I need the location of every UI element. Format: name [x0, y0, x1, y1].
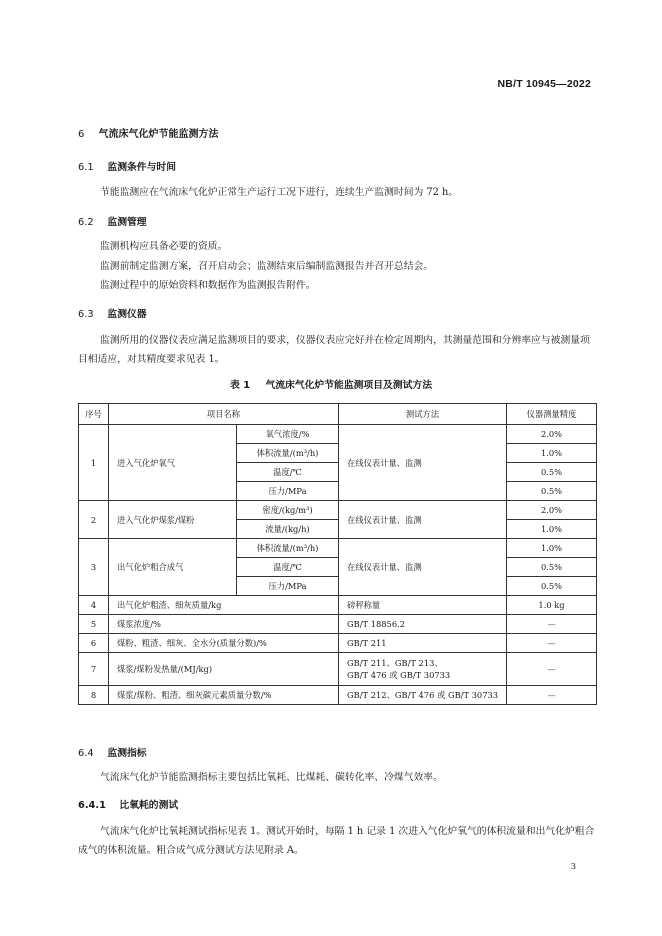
table-row — [79, 634, 597, 653]
row-param: 压力/MPa — [237, 482, 339, 501]
row-precision: — — [507, 686, 597, 705]
row-param: 温度/℃ — [237, 558, 339, 577]
section-title: 气流床气化炉节能监测方法 — [98, 129, 219, 140]
paragraph-6-3: 监测所用的仪器仪表应满足监测项目的要求，仪器仪表应完好并在检定周期内，其测量范围和分辨率应与被测量项目相适应，对其精度要求见表 1。 — [78, 335, 590, 365]
row-param: 密度/(kg/m³) — [237, 501, 339, 520]
row-method: GB/T 18856.2 — [339, 615, 507, 634]
row-precision: — — [507, 653, 597, 686]
row-param: 氧气浓度/% — [237, 425, 339, 444]
header-method: 测试方法 — [339, 404, 507, 425]
section-6-2-heading — [78, 214, 147, 228]
paragraph-6-2-2: 监测前制定监测方案，召开启动会；监测结束后编制监测报告并召开总结会。 — [100, 261, 434, 272]
paragraph-6-2-1: 监测机构应具备必要的资质。 — [100, 241, 228, 252]
row-precision: — — [507, 615, 597, 634]
row-method: 在线仪表计量、监测 — [339, 539, 507, 596]
header-precision: 仪器测量精度 — [507, 404, 597, 425]
row-method: GB/T 212、GB/T 476 或 GB/T 30733 — [339, 686, 507, 705]
section-number: 6.3 — [78, 309, 94, 320]
section-6-heading — [78, 125, 218, 140]
header-seq: 序号 — [79, 404, 109, 425]
row-param: 体积流量/(m³/h) — [237, 444, 339, 463]
section-6-4-heading — [78, 745, 147, 759]
row-item-name: 进入气化炉氧气 — [109, 425, 237, 501]
row-seq: 1 — [79, 425, 109, 501]
row-precision: 0.5% — [507, 577, 597, 596]
table-row — [79, 653, 597, 686]
section-6-3-heading — [78, 306, 147, 320]
table-row — [79, 686, 597, 705]
row-method — [339, 653, 507, 686]
row-seq: 3 — [79, 539, 109, 596]
row-item-name: 煤浆/煤粉、粗渣、细灰碳元素质量分数/% — [109, 686, 339, 705]
paragraph-6-2-3: 监测过程中的原始资料和数据作为监测报告附件。 — [100, 280, 316, 291]
row-precision: 1.0% — [507, 520, 597, 539]
table-row — [79, 596, 597, 615]
row-precision: 0.5% — [507, 482, 597, 501]
table-header-row — [79, 404, 597, 425]
section-number: 6 — [78, 129, 85, 140]
page-number: 3 — [570, 862, 576, 872]
row-seq: 5 — [79, 615, 109, 634]
section-title: 监测管理 — [107, 217, 147, 228]
row-item-name: 煤粉、粗渣、细灰、全水分(质量分数)/% — [109, 634, 339, 653]
section-title: 监测仪器 — [107, 309, 147, 320]
row-precision: 0.5% — [507, 463, 597, 482]
row-item-name: 进入气化炉煤浆/煤粉 — [109, 501, 237, 539]
row-method: 在线仪表计量、监测 — [339, 501, 507, 539]
row-precision: — — [507, 634, 597, 653]
standard-number: NB/T 10945—2022 — [497, 78, 591, 90]
table-number: 表 1 — [230, 380, 251, 391]
paragraph-6-4: 气流床气化炉节能监测指标主要包括比氧耗、比煤耗、碳转化率、冷煤气效率。 — [100, 772, 443, 783]
row-method: 磅秤称量 — [339, 596, 507, 615]
table-1-caption — [0, 377, 662, 391]
row-precision: 1.0 kg — [507, 596, 597, 615]
row-item-name: 煤浆/煤粉发热量/(MJ/kg) — [109, 653, 339, 686]
section-title: 监测指标 — [107, 748, 147, 759]
row-seq: 6 — [79, 634, 109, 653]
section-6-4-1-heading — [78, 797, 178, 811]
section-number: 6.4.1 — [78, 800, 106, 811]
row-precision: 2.0% — [507, 425, 597, 444]
row-method: 在线仪表计量、监测 — [339, 425, 507, 501]
section-title: 比氧耗的测试 — [119, 800, 179, 811]
row-seq: 8 — [79, 686, 109, 705]
row-seq: 2 — [79, 501, 109, 539]
paragraph-6-1: 节能监测应在气流床气化炉正常生产运行工况下进行，连续生产监测时间为 72 h。 — [100, 187, 459, 198]
row-seq: 7 — [79, 653, 109, 686]
row-seq: 4 — [79, 596, 109, 615]
row-param: 体积流量/(m³/h) — [237, 539, 339, 558]
method-line-1: GB/T 211、GB/T 213、 — [347, 658, 443, 668]
row-item-name: 出气化炉粗合成气 — [109, 539, 237, 596]
section-number: 6.1 — [78, 162, 94, 173]
row-param: 压力/MPa — [237, 577, 339, 596]
monitoring-items-table — [78, 403, 597, 705]
paragraph-6-4-1: 气流床气化炉比氧耗测试指标见表 1。测试开始时，每隔 1 h 记录 1 次进入气化炉氧气的体积流量和出气化炉粗合成气的体积流量。粗合成气成分测试方法见附录 A。 — [78, 826, 595, 856]
row-precision: 1.0% — [507, 539, 597, 558]
row-item-name: 煤浆浓度/% — [109, 615, 339, 634]
row-param: 流量/(kg/h) — [237, 520, 339, 539]
section-number: 6.4 — [78, 748, 94, 759]
table-row — [79, 615, 597, 634]
table-title: 气流床气化炉节能监测项目及测试方法 — [265, 380, 432, 391]
header-item: 项目名称 — [109, 404, 339, 425]
row-param: 温度/℃ — [237, 463, 339, 482]
method-line-2: GB/T 476 或 GB/T 30733 — [347, 670, 451, 680]
table-row — [79, 539, 597, 558]
row-precision: 2.0% — [507, 501, 597, 520]
section-number: 6.2 — [78, 217, 94, 228]
section-title: 监测条件与时间 — [107, 162, 176, 173]
row-item-name: 出气化炉粗渣、细灰质量/kg — [109, 596, 339, 615]
table-row — [79, 501, 597, 520]
table-row — [79, 425, 597, 444]
row-precision: 1.0% — [507, 444, 597, 463]
row-method: GB/T 211 — [339, 634, 507, 653]
section-6-1-heading — [78, 159, 176, 173]
row-precision: 0.5% — [507, 558, 597, 577]
